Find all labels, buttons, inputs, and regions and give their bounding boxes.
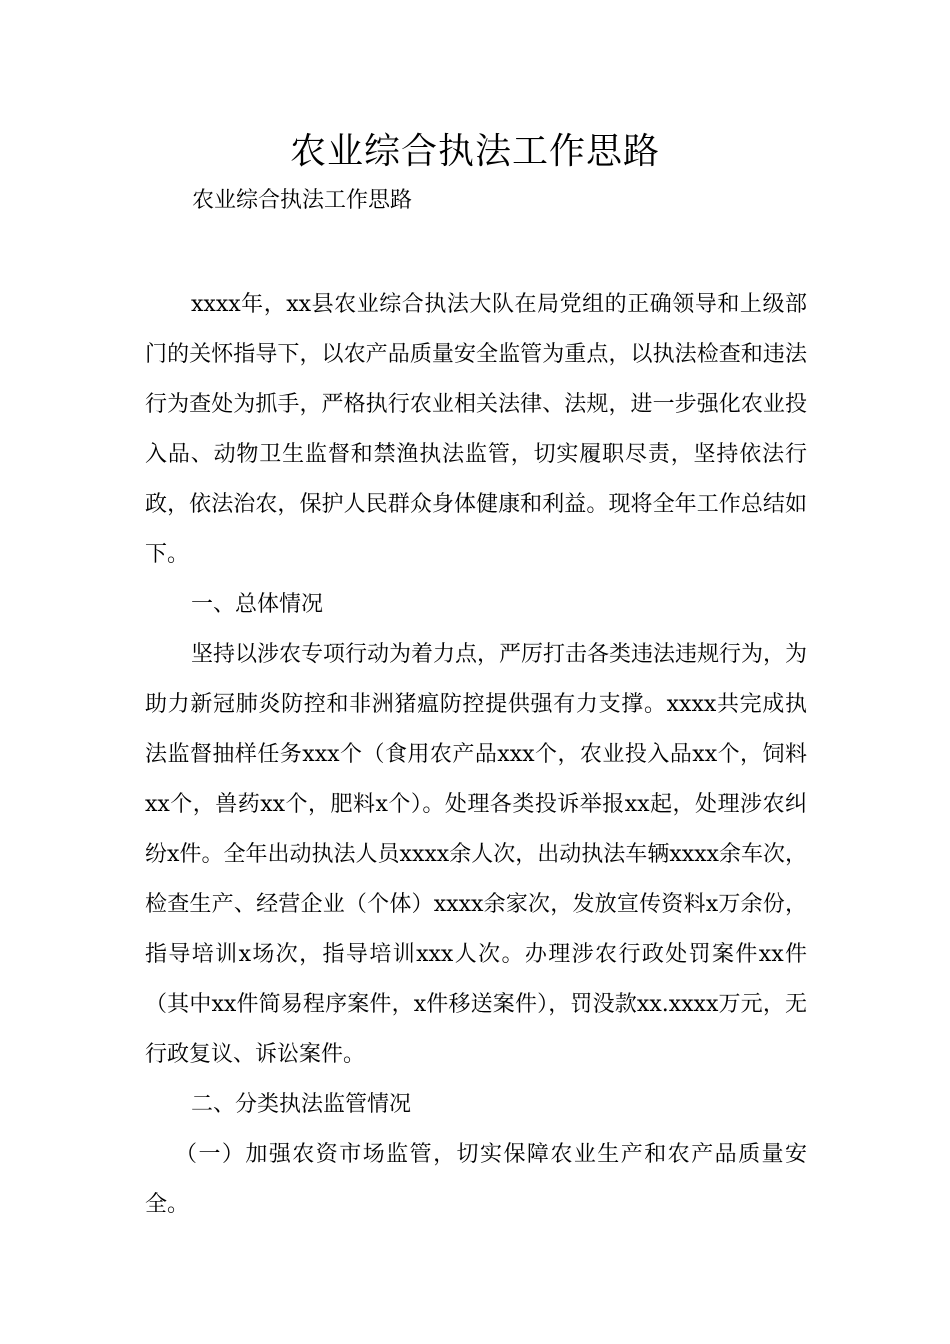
section-heading-overview: 一、总体情况	[191, 592, 324, 617]
page-title: 农业综合执法工作思路	[289, 131, 660, 172]
document-body	[145, 280, 807, 1230]
page-subtitle: 农业综合执法工作思路	[192, 188, 413, 213]
paragraph-overview: 坚持以涉农专项行动为着力点，严厉打击各类违法违规行为，为助力新冠肺炎防控和非洲猪瘟防控提供强有力支撑。xxxx共完成执法监督抽样任务xxx个（食用农产品xxx个，农业投入品xx个，饲料xx个，兽药xx个，肥料x个）。处理各类投诉举报xx起，处理涉农纠纷x件。全年出动执法人员xxxx余人次，出动执法车辆xxxx余车次，检查生产、经营企业（个体）xxxx余家次，发放宣传资料x万余份，指导培训x场次，指导培训xxx人次。办理涉农行政处罚案件xx件（其中xx件简易程序案件，x件移送案件），罚没款xx.xxxx万元，无行政复议、诉讼案件。	[145, 642, 808, 1067]
paragraph-intro: xxxx年，xx县农业综合执法大队在局党组的正确领导和上级部门的关怀指导下，以农产品质量安全监管为重点，以执法检查和违法行为查处为抓手，严格执行农业相关法律、法规，进一步强化农业投入品、动物卫生监督和禁渔执法监管，切实履职尽责，坚持依法行政，依法治农，保护人民群众身体健康和利益。现将全年工作总结如下。	[145, 292, 807, 567]
subsection-heading-market: （一）加强农资市场监管，切实保障农业生产和农产品质量安全。	[145, 1142, 807, 1217]
section-heading-categories: 二、分类执法监管情况	[191, 1092, 412, 1117]
